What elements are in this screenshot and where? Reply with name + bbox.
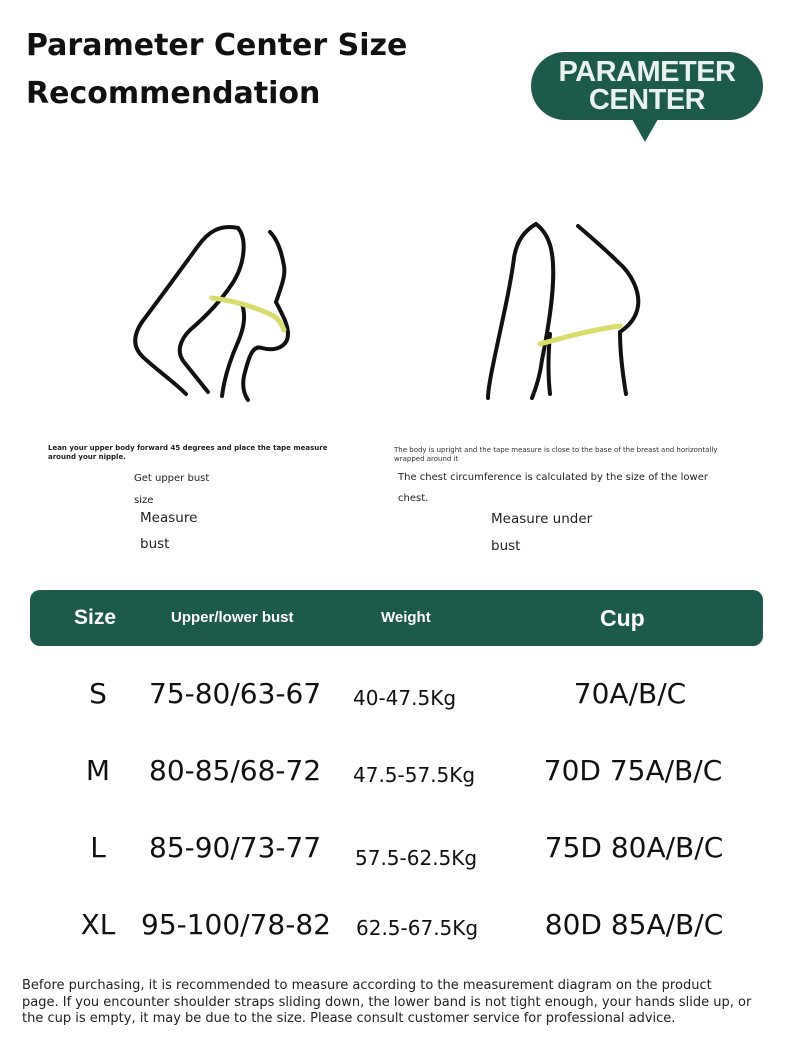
size-cell: L <box>90 831 106 864</box>
weight-cell: 57.5-62.5Kg <box>355 846 478 870</box>
left-caption-small-1: Get upper bust <box>134 473 210 484</box>
left-caption-2: bust <box>140 536 170 552</box>
left-instruction: Lean your upper body forward 45 degrees and place the tape measure around your nipple. <box>48 444 328 461</box>
table-row <box>0 818 790 878</box>
header-weight: Weight <box>381 609 431 626</box>
footer-note: Before purchasing, it is recommended to measure according to the measurement diagram on the product page. If you encounter shoulder straps sliding down, the lower band is not tight enough, your hands slide up, or the cup is empty, it may be due to the size. Please consult customer service for professional advice. <box>22 978 752 1026</box>
right-caption-2: bust <box>491 538 521 554</box>
right-caption-small-1: The chest circumference is calculated by the size of the lower <box>398 472 708 483</box>
cup-cell: 70D 75A/B/C <box>543 754 723 787</box>
table-row <box>0 664 790 724</box>
weight-cell: 47.5-57.5Kg <box>353 763 476 787</box>
weight-cell: 40-47.5Kg <box>353 686 457 710</box>
size-table-header <box>30 590 763 646</box>
cup-cell: 80D 85A/B/C <box>544 908 724 941</box>
badge-pointer <box>628 112 662 142</box>
table-row <box>0 741 790 801</box>
left-caption-small-2: size <box>134 495 154 506</box>
title-line-1: Parameter Center Size <box>26 28 408 63</box>
upper-bust-illustration <box>120 210 320 410</box>
weight-cell: 62.5-67.5Kg <box>356 916 479 940</box>
header-cup: Cup <box>600 605 645 631</box>
size-cell: S <box>89 677 107 710</box>
badge-line-2: CENTER <box>588 84 706 116</box>
right-caption-1: Measure under <box>491 511 593 527</box>
brand-badge <box>531 52 763 120</box>
right-caption-small-2: chest. <box>398 493 429 504</box>
under-bust-illustration <box>470 210 670 410</box>
bust-cell: 80-85/68-72 <box>149 754 322 787</box>
cup-cell: 75D 80A/B/C <box>544 831 724 864</box>
size-cell: M <box>85 754 111 787</box>
table-row <box>0 895 790 955</box>
title-line-2: Recommendation <box>26 76 321 111</box>
bust-cell: 85-90/73-77 <box>149 831 322 864</box>
cup-cell: 70A/B/C <box>573 677 687 710</box>
right-instruction: The body is upright and the tape measure is close to the base of the breast and horizontally wrapped around it <box>394 446 718 463</box>
bust-cell: 75-80/63-67 <box>149 677 322 710</box>
bust-cell: 95-100/78-82 <box>141 908 331 941</box>
left-caption-1: Measure <box>140 510 198 526</box>
badge-line-1: PARAMETER <box>558 56 736 88</box>
size-cell: XL <box>80 908 116 941</box>
header-bust: Upper/lower bust <box>171 609 294 626</box>
page-title <box>26 22 496 118</box>
header-size: Size <box>74 606 117 629</box>
